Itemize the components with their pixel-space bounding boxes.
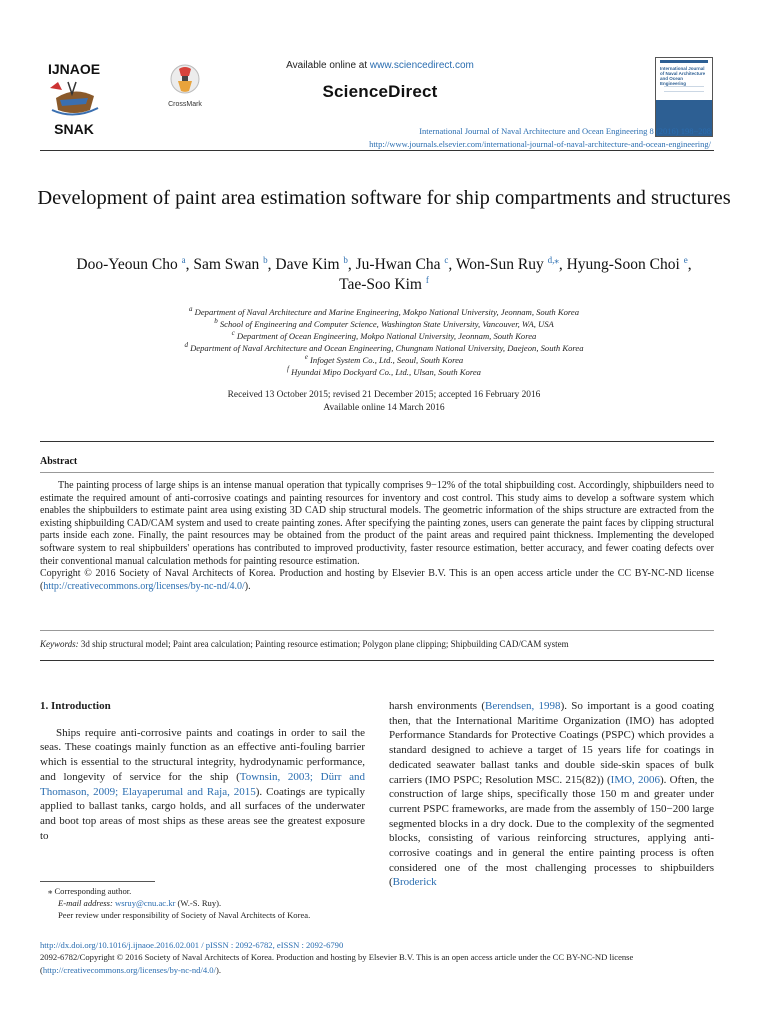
abstract-end-rule [40,660,714,661]
author-affiliation-marker[interactable]: a [181,254,186,265]
crossmark-icon [170,63,200,95]
logo-top-text: IJNAOE [47,61,101,77]
available-online [250,60,510,71]
abstract-text: The painting process of large ships is an intense manual operation that typically comprises 9−12% of the total shipbuilding cost. Accordingly, shipbuilders need to estimate the required amount of anti-corrosive coatings and painting resources for inventory and cost control. This study aims to develop a software system which enables the shipbuilders to estimate paint area using existing 3D CAD ship structural models. The geometric information of the ships structure are extracted from the existing shipbuilding CAD/CAM system and used to create painting zones. After specifying the painting zones, users can generate the paint faces by clipping structural parts inside each zone. Finally, the paint resources may be obtained from the product of the paint areas and required paint thickness. Implementing the developed software system to real shipbuilders' operations has contributed to improved productivity, faster resource estimation, better accuracy, and fewer coating defects over their conventional manual calculation methods for painting resource estimation. [40,480,714,567]
citation-link[interactable]: Townsin, 2003; Dürr and Thomason, 2009; Elayaperumal and Raja, 2015 [40,770,365,798]
footnote-rule [40,881,155,882]
abstract-copyright: Copyright © 2016 Society of Naval Architects of Korea. Production and hosting by Elsevier B.V. This is an open access article under the CC BY-NC-ND license (http://creativecommons.org/licenses/by-nc-nd/4.0/). [40,568,714,592]
email-link[interactable]: wsruy@cnu.ac.kr [114,898,176,908]
bottom-info [40,939,720,976]
author-name[interactable]: Tae-Soo Kim [339,276,426,293]
affiliation-item: $^f$ Hyundai Mipo Dockyard Co., Ltd., Ulsan, South Korea [287,365,481,377]
author-list: Doo-Yeoun Cho $^a$, Sam Swan $^b$, Dave Kim $^b$, Ju-Hwan Cha $^c$, Won-Sun Ruy $^{d,⁎}$, Hyung-Soon Choi $^e$, Tae-Soo Kim $^f$ [76,254,692,293]
abstract-rule [40,472,714,473]
journal-url-link[interactable]: http://www.journals.elsevier.com/international-journal-of-naval-architecture-and-ocean-engineering/ [369,139,711,149]
keywords-rule [40,630,714,631]
right-column [389,699,714,890]
title-rule [40,441,714,442]
affiliation-item: $^c$ Department of Ocean Engineering, Mokpo National University, Jeonnam, South Korea [231,329,537,341]
article-title: Development of paint area estimation software for ship compartments and structures [37,187,731,209]
footnotes [40,885,370,921]
citation-link[interactable]: IMO, 2006 [610,773,660,786]
logo-bottom-text: SNAK [54,121,94,137]
available-prefix: Available online at [286,60,370,71]
author-name[interactable]: Ju-Hwan Cha [355,256,445,273]
sciencedirect-link[interactable]: www.sciencedirect.com [369,60,474,71]
corresponding-author: ⁎ Corresponding author. [48,886,132,896]
left-column [40,699,365,843]
citation-link[interactable]: Broderick [392,876,437,889]
journal-citation-link[interactable]: International Journal of Naval Architecture and Ocean Engineering 8 (2016) 198−208 [419,126,711,136]
license-link[interactable]: http://creativecommons.org/licenses/by-nc-nd/4.0/ [43,580,245,592]
abstract-heading: Abstract [40,456,78,467]
affiliation-item: $^d$ Department of Naval Architecture and Ocean Engineering, Chungnam National University, Daejeon, South Korea [184,341,584,353]
peer-review-note: Peer review under responsibility of Society of Naval Architects of Korea. [58,910,311,920]
intro-paragraph-left: Ships require anti-corrosive paints and coatings in order to sail the seas. These coatings mainly function as an effective anti-fouling barrier which is essential to the structural integrity, hydrodynamic performance, and longevity of service for the ship (Townsin, 2003; Dürr and Thomason, 2009; Elayaperumal and Raja, 2015). Coatings are typically applied to ballast tanks, cargo holds, and all surfaces of the underwater and boot top areas of most ships as these areas see the greatest exposure to [40,726,365,842]
available-online-date: Available online 14 March 2016 [323,402,445,413]
author-name[interactable]: Sam Swan [193,256,264,273]
section-heading-introduction: 1. Introduction [40,700,111,712]
abstract-body [40,480,714,593]
journal-logo [38,60,110,140]
sciencedirect-brand: ScienceDirect [322,82,438,101]
email-line: E-mail address: wsruy@cnu.ac.kr (W.-S. Ruy). [58,898,222,908]
bottom-license-link[interactable]: http://creativecommons.org/licenses/by-nc-nd/4.0/ [42,964,216,975]
author-affiliation-marker[interactable]: f [425,274,429,285]
affiliation-item: $^e$ Infoget System Co., Ltd., Seoul, South Korea [304,353,464,365]
intro-paragraph-right: harsh environments (Berendsen, 1998). So important is a good coating then, that the International Maritime Organization (IMO) has adopted Performance Standards for Protective Coatings (PSPC) which provides a standard designed to achieve a target of 15 years life for coatings in dedicated seawater ballast tanks and double side-skin spaces of bulk carriers (IMO PSPC; Resolution MSC. 215(82)) (IMO, 2006). Often, the construction of large ships, specifically those 150 m and greater under current PSPC frameworks, are made from the assembly of 150−200 large segmented blocks in a dry dock. Due to the complexity of the segmented blocks, consisting of various reinforcing structures, applying anti-corrosive coatings and in general the entire painting process is often considered one of the most challenging processes to shipbuilders (Broderick [389,700,715,889]
author-affiliation-marker[interactable]: c [444,254,449,265]
citation-link[interactable]: Berendsen, 1998 [485,700,561,712]
author-name[interactable]: Doo-Yeoun Cho [76,256,182,273]
article-dates [30,389,738,414]
author-affiliation-marker[interactable]: b [343,254,348,265]
author-name[interactable]: Dave Kim [275,256,344,273]
keywords-text: 3d ship structural model; Paint area calculation; Painting resource estimation; Polygon plane clipping; Shipbuilding CAD/CAM system [80,639,569,649]
header-rule [40,150,714,151]
received-dates: Received 13 October 2015; revised 21 December 2015; accepted 16 February 2016 [227,390,541,400]
affiliation-list [30,306,738,378]
author-name[interactable]: Won-Sun Ruy [455,256,548,273]
doi-link[interactable]: http://dx.doi.org/10.1016/j.ijnaoe.2016.02.001 [40,940,200,950]
keywords-label: Keywords: [40,639,79,649]
cover-title: International Journal of Naval Architecture and Ocean Engineering [660,66,706,86]
affiliation-item: $^b$ School of Engineering and Computer Science, Washington State University, Vancouver, WA, USA [214,317,554,329]
affiliation-item: $^a$ Department of Naval Architecture and Marine Engineering, Mokpo National University, Jeonnam, South Korea [189,305,579,317]
crossmark-label: CrossMark [168,101,202,108]
keywords [40,639,714,649]
author-affiliation-marker[interactable]: d,⁎ [547,254,559,265]
crossmark-badge[interactable] [160,63,210,107]
doi-line: http://dx.doi.org/10.1016/j.ijnaoe.2016.02.001 / pISSN : 2092-6782, eISSN : 2092-6790 [40,940,344,950]
journal-cover-thumbnail [655,57,713,137]
bottom-copyright: 2092-6782/Copyright © 2016 Society of Naval Architects of Korea. Production and hosting by Elsevier B.V. This is an open access article under the CC BY-NC-ND license (http://creativecommons.org/licenses/by-nc-nd/4.0/). [40,952,634,975]
author-name[interactable]: Hyung-Soon Choi [566,256,684,273]
author-affiliation-marker[interactable]: b [263,254,268,265]
author-affiliation-marker[interactable]: e [683,254,688,265]
